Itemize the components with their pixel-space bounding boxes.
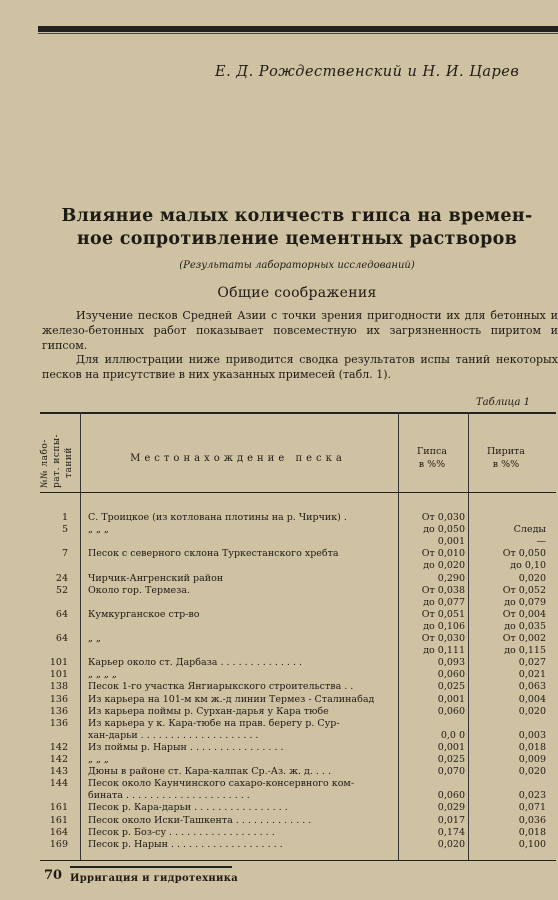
row-pyrite: Следы — [513, 524, 546, 536]
row-location: Из карьера на 101-м км ж.-д линии Термез - Сталинабад — [88, 693, 375, 705]
table-row — [40, 669, 556, 680]
row-lab-number: 161 — [49, 814, 68, 826]
row-pyrite: до 0,035 — [504, 620, 546, 632]
row-location: Из поймы р. Нарын . . . . . . . . . . . . . . . . — [88, 741, 284, 753]
row-location: Песок 1-го участка Янгиарыкского строительства . . — [88, 681, 354, 693]
row-location: Песок р. Боз-су . . . . . . . . . . . . . . . . . . — [88, 826, 275, 838]
row-lab-number: 64 — [55, 633, 68, 644]
header-lab-line-1: №№ лабо- — [40, 439, 50, 488]
table-row — [40, 633, 556, 644]
row-pyrite: 0,036 — [518, 814, 546, 826]
header-gypsum-line-1: Гипса — [417, 446, 447, 457]
row-gypsum: до 0,111 — [423, 645, 465, 657]
row-gypsum: 0,029 — [437, 802, 465, 814]
row-lab-number: 7 — [61, 548, 68, 560]
row-pyrite: 0,003 — [518, 729, 546, 741]
row-pyrite: 0,018 — [518, 741, 546, 753]
row-lab-number: 52 — [55, 584, 68, 596]
row-pyrite: 0,023 — [518, 790, 546, 802]
row-pyrite: 0,018 — [518, 826, 546, 838]
table-row — [40, 524, 556, 535]
row-pyrite: 0,027 — [518, 657, 546, 669]
row-location: Из карьера у к. Кара-тюбе на прав. берегу р. Сур- — [88, 717, 340, 729]
row-location: Карьер около ст. Дарбаза . . . . . . . . . . . . . . — [88, 657, 303, 669]
row-lab-number: 136 — [49, 705, 68, 717]
header-rule-thin — [38, 33, 558, 34]
header-gypsum-line-2: в %% — [418, 459, 446, 470]
row-pyrite: — — [536, 536, 546, 548]
row-gypsum: От 0,038 — [421, 584, 465, 596]
page-number: 70 — [44, 868, 63, 883]
row-gypsum: От 0,030 — [421, 512, 465, 523]
row-pyrite: до 0,115 — [504, 645, 546, 657]
row-gypsum: 0,025 — [437, 754, 465, 765]
row-lab-number: 5 — [61, 524, 68, 536]
row-lab-number: 144 — [49, 778, 68, 790]
row-lab-number: 164 — [49, 826, 68, 838]
header-gypsum — [398, 445, 466, 471]
row-lab-number: 64 — [55, 608, 68, 620]
row-pyrite: до 0,079 — [504, 596, 546, 608]
row-gypsum: 0,060 — [437, 790, 465, 802]
row-location: С. Троицкое (из котлована плотины на р. Чирчик) . — [88, 512, 347, 523]
article-title — [36, 205, 558, 251]
table-row — [40, 609, 556, 620]
row-gypsum: От 0,030 — [421, 633, 465, 644]
row-location: Песок р. Кара-дарьи . . . . . . . . . . . . . . . . — [88, 802, 288, 814]
row-lab-number: 136 — [49, 693, 68, 705]
header-pyrite-line-1: Пирита — [487, 446, 525, 457]
row-pyrite: От 0,002 — [502, 633, 546, 644]
row-gypsum: 0,0 0 — [440, 729, 465, 741]
row-gypsum: 0,025 — [437, 681, 465, 693]
row-lab-number: 142 — [49, 754, 68, 765]
row-lab-number: 142 — [49, 741, 68, 753]
row-lab-number: 169 — [49, 838, 68, 850]
row-pyrite: 0,020 — [518, 572, 546, 584]
table-row — [40, 694, 556, 705]
table-header-rule — [40, 492, 556, 493]
row-gypsum: до 0,106 — [423, 620, 465, 632]
row-location: Чирчик-Ангренский район — [88, 572, 224, 584]
journal-rule — [70, 866, 232, 868]
row-location: „ „ „ — [88, 524, 109, 536]
table-row — [40, 681, 556, 692]
table-row — [40, 790, 556, 801]
row-location: Из карьера поймы р. Сурхан-дарья у Кара тюбе — [88, 705, 329, 717]
table-row — [40, 548, 556, 559]
row-lab-number: 24 — [55, 572, 68, 584]
row-lab-number: 101 — [49, 669, 68, 681]
row-gypsum: 0,001 — [437, 693, 465, 705]
row-gypsum: 0,060 — [437, 669, 465, 681]
journal-name: Ирригация и гидротехника — [70, 873, 239, 884]
table-row — [40, 839, 556, 850]
table-row — [40, 815, 556, 826]
header-lab-line-3: таний — [64, 447, 74, 478]
table-row — [40, 645, 556, 656]
title-line-1: Влияние малых количеств гипса на времен- — [61, 206, 533, 226]
row-location: Песок около Иски-Ташкента . . . . . . . . . . . . . — [88, 814, 312, 826]
table-caption: Таблица 1 — [475, 397, 530, 408]
row-pyrite: 0,100 — [518, 838, 546, 850]
row-pyrite: 0,020 — [518, 766, 546, 778]
row-lab-number: 143 — [49, 766, 68, 778]
row-pyrite: 0,004 — [518, 693, 546, 705]
footer-rule — [40, 860, 556, 861]
row-pyrite: до 0,10 — [510, 560, 546, 572]
row-location: Песок с северного склона Туркестанского хребта — [88, 548, 339, 560]
table-row — [40, 827, 556, 838]
header-pyrite — [468, 445, 544, 471]
table-row — [40, 730, 556, 741]
table-row — [40, 621, 556, 632]
section-heading: Общие соображения — [217, 285, 377, 301]
table-row — [40, 766, 556, 777]
header-location: Местонахождение песка — [130, 453, 346, 464]
article-subtitle: (Результаты лабораторных исследований) — [179, 260, 415, 271]
row-location: „ „ „ „ — [88, 669, 117, 681]
row-location: бината . . . . . . . . . . . . . . . . . . . . . — [88, 790, 250, 802]
row-gypsum: 0,290 — [437, 572, 465, 584]
row-location: „ „ — [88, 633, 101, 644]
row-lab-number: 138 — [49, 681, 68, 693]
paragraph-1: Изучение песков Средней Азии с точки зрения пригодности их для бетонных и железо-бетонных работ показывает повсеместную их загрязненность пиритом и гипсом. — [42, 309, 558, 352]
row-gypsum: до 0,020 — [423, 560, 465, 572]
row-lab-number: 161 — [49, 802, 68, 814]
row-location: Около гор. Термеза. — [88, 584, 190, 596]
row-pyrite: От 0,052 — [502, 584, 546, 596]
row-gypsum: 0,093 — [437, 657, 465, 669]
table-row — [40, 597, 556, 608]
row-location: Дюны в районе ст. Кара-калпак Ср.-Аз. ж. д. . . . — [88, 766, 331, 778]
table-row — [40, 657, 556, 668]
row-gypsum: От 0,010 — [421, 548, 465, 560]
table-row — [40, 536, 556, 547]
row-pyrite: 0,071 — [518, 802, 546, 814]
table-row — [40, 585, 556, 596]
row-gypsum: 0,001 — [437, 536, 465, 548]
row-lab-number: 1 — [61, 512, 68, 523]
row-location: Кумкурганское стр-во — [88, 608, 200, 620]
header-lab-line-2: рат. испы- — [52, 433, 62, 488]
row-gypsum: 0,017 — [437, 814, 465, 826]
paragraph-2: Для иллюстрации ниже приводится сводка результатов испы таний некоторых песков на присутствие в них указанных примесей (табл. 1). — [42, 353, 558, 381]
row-pyrite: 0,020 — [518, 705, 546, 717]
header-rule — [38, 26, 558, 32]
row-location: хан-дарьи . . . . . . . . . . . . . . . . . . . . — [88, 729, 259, 741]
table-row — [40, 512, 556, 523]
row-location: „ „ „ — [88, 754, 109, 765]
table-row — [40, 778, 556, 789]
header-lab-number — [38, 418, 78, 490]
row-pyrite: От 0,004 — [502, 608, 546, 620]
table-row — [40, 742, 556, 753]
row-pyrite: От 0,050 — [502, 548, 546, 560]
row-gypsum: до 0,077 — [423, 596, 465, 608]
row-gypsum: 0,070 — [437, 766, 465, 778]
row-location: Песок около Каунчинского сахаро-консервного ком- — [88, 778, 355, 790]
title-line-2: ное сопротивление цементных растворов — [76, 229, 518, 249]
row-gypsum: 0,174 — [437, 826, 465, 838]
row-gypsum: От 0,051 — [421, 608, 465, 620]
row-pyrite: 0,063 — [518, 681, 546, 693]
table-row — [40, 802, 556, 813]
authors-line: Е. Д. Рождественский и Н. И. Царев — [215, 64, 520, 80]
row-pyrite: 0,021 — [518, 669, 546, 681]
table-row — [40, 573, 556, 584]
table-row — [40, 560, 556, 571]
table-row — [40, 718, 556, 729]
row-gypsum: до 0,050 — [423, 524, 465, 536]
row-gypsum: 0,001 — [437, 741, 465, 753]
row-pyrite: 0,009 — [518, 754, 546, 765]
row-gypsum: 0,020 — [437, 838, 465, 850]
row-lab-number: 101 — [49, 657, 68, 669]
table-row — [40, 706, 556, 717]
table-top-rule — [40, 412, 556, 414]
row-location: Песок р. Нарын . . . . . . . . . . . . . . . . . . . — [88, 838, 283, 850]
header-pyrite-line-2: в %% — [492, 459, 520, 470]
table-row — [40, 754, 556, 765]
row-lab-number: 136 — [49, 717, 68, 729]
row-gypsum: 0,060 — [437, 705, 465, 717]
